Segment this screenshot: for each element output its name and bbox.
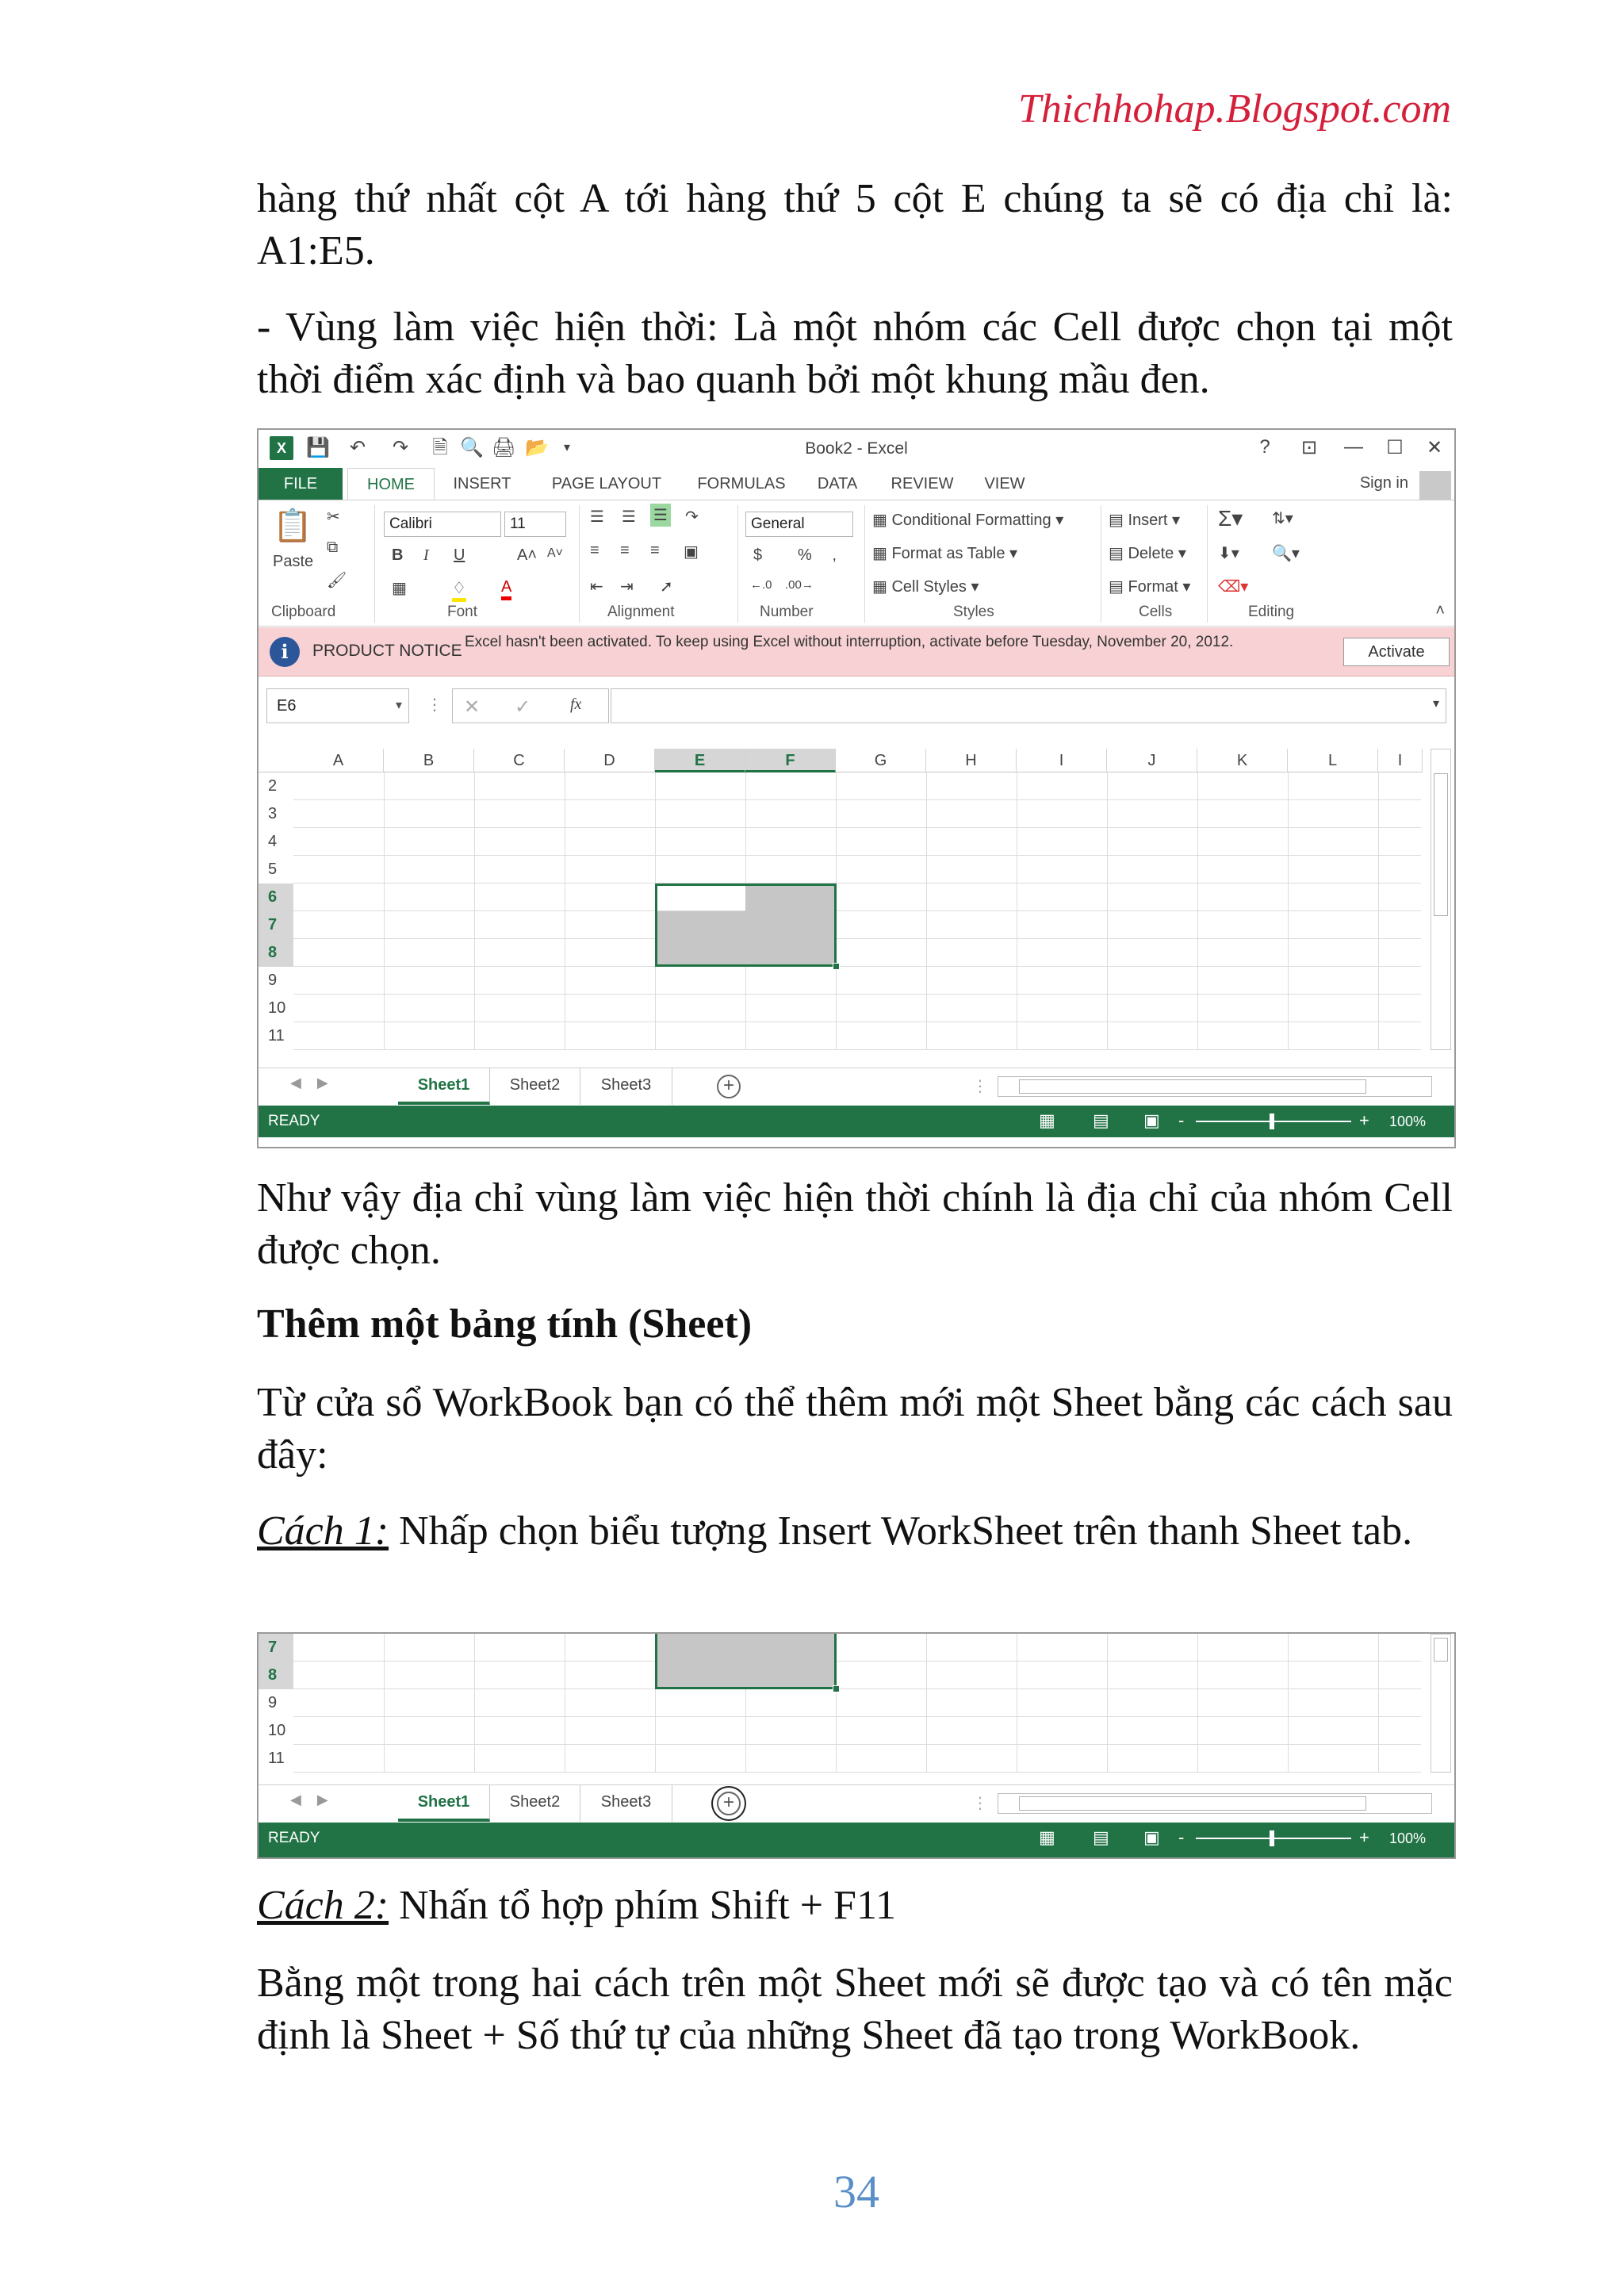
clear-icon[interactable]: ⌫▾ bbox=[1218, 578, 1249, 596]
row-header-2[interactable]: 2 bbox=[268, 777, 278, 795]
zoom-in-icon[interactable]: + bbox=[1359, 1110, 1369, 1130]
font-color-icon[interactable]: A bbox=[501, 578, 511, 600]
paragraph-2: - Vùng làm việc hiện thời: Là một nhóm các Cell được chọn tại một thời điểm xác định và bao quanh bởi một khung mầu đen. bbox=[257, 305, 1453, 402]
column-header-j[interactable]: J bbox=[1107, 749, 1197, 772]
cancel-icon[interactable]: ✕ bbox=[464, 696, 481, 718]
font-name-select[interactable]: Calibri bbox=[384, 512, 501, 537]
worksheet-grid-partial[interactable] bbox=[259, 1634, 1454, 1784]
help-icon[interactable]: ? bbox=[1259, 436, 1270, 458]
window-title: Book2 - Excel bbox=[805, 439, 908, 458]
new-sheet-icon[interactable]: + bbox=[717, 1792, 741, 1815]
split-icon: ⋮ bbox=[972, 1078, 988, 1095]
increase-decimal-icon[interactable]: ←.0 bbox=[750, 578, 772, 592]
row-header-7[interactable]: 7 bbox=[259, 1634, 293, 1662]
new-sheet-icon[interactable]: + bbox=[717, 1075, 741, 1098]
title-bar bbox=[259, 430, 1454, 468]
status-bar bbox=[259, 1106, 1454, 1137]
paragraph-method-2 bbox=[257, 1880, 1453, 1932]
redo-icon[interactable]: ↷ bbox=[392, 437, 409, 458]
wrap-text-icon[interactable]: ↷ bbox=[685, 508, 699, 526]
cell-styles-button[interactable]: ▦ Cell Styles ▾ bbox=[872, 578, 979, 596]
enter-icon[interactable]: ✓ bbox=[515, 696, 531, 718]
column-header-a[interactable]: A bbox=[293, 749, 384, 772]
column-header-g[interactable]: G bbox=[836, 749, 926, 772]
page-break-view-icon[interactable]: ▣ bbox=[1143, 1110, 1160, 1130]
column-header-d[interactable]: D bbox=[565, 749, 655, 772]
align-right-icon[interactable]: ≡ bbox=[650, 542, 660, 559]
zoom-out-icon[interactable]: - bbox=[1178, 1827, 1185, 1847]
excel-sheetbar-screenshot bbox=[257, 1632, 1456, 1859]
method-1-text: Nhấp chọn biểu tượng Insert WorkSheet trên thanh Sheet tab. bbox=[389, 1508, 1413, 1554]
collapse-ribbon-icon[interactable]: ˄ bbox=[1435, 602, 1445, 619]
group-clipboard-label: Clipboard bbox=[271, 604, 336, 620]
zoom-out-icon[interactable]: - bbox=[1178, 1110, 1185, 1130]
decrease-indent-icon[interactable]: ⇤ bbox=[590, 578, 603, 596]
sheet-tab-bar bbox=[259, 1068, 1454, 1104]
column-header-f[interactable]: F bbox=[745, 749, 836, 772]
customize-toolbar-icon[interactable]: ▾ bbox=[563, 441, 571, 454]
method-2-label: Cách 2: bbox=[257, 1883, 389, 1928]
row-header-10[interactable]: 10 bbox=[268, 999, 286, 1017]
method-2-text: Nhấn tổ hợp phím Shift + F11 bbox=[389, 1883, 897, 1928]
paste-icon[interactable]: 📋 bbox=[273, 508, 312, 543]
row-header-6[interactable]: 6 bbox=[259, 884, 293, 911]
selection-border bbox=[655, 1632, 837, 1689]
page-break-view-icon[interactable]: ▣ bbox=[1143, 1827, 1160, 1847]
column-header-b[interactable]: B bbox=[384, 749, 474, 772]
row-header-11[interactable]: 11 bbox=[268, 1027, 285, 1045]
format-as-table-button[interactable]: ▦ Format as Table ▾ bbox=[872, 545, 1018, 562]
conditional-formatting-button[interactable]: ▦ Conditional Formatting ▾ bbox=[872, 512, 1064, 529]
notice-title: PRODUCT NOTICE bbox=[312, 642, 462, 660]
tab-formulas[interactable]: FORMULAS bbox=[697, 475, 786, 493]
underline-icon[interactable]: U bbox=[454, 546, 465, 564]
zoom-level[interactable]: 100% bbox=[1388, 1830, 1426, 1846]
save-icon[interactable]: 💾 bbox=[306, 437, 330, 458]
font-size-select[interactable]: 11 bbox=[504, 512, 566, 537]
sheet-nav-arrows[interactable]: ◀ ▶ bbox=[290, 1075, 328, 1091]
excel-window-screenshot bbox=[257, 428, 1456, 1148]
print-preview-icon[interactable]: 🔍 bbox=[460, 437, 484, 458]
page-layout-view-icon[interactable]: ▤ bbox=[1093, 1827, 1109, 1847]
sheet-nav-arrows[interactable]: ◀ ▶ bbox=[290, 1792, 328, 1807]
merge-center-icon[interactable]: ▣ bbox=[684, 543, 699, 561]
new-file-icon[interactable]: 🗎 bbox=[432, 437, 448, 458]
sign-in-link[interactable]: Sign in bbox=[1359, 474, 1408, 492]
borders-icon[interactable]: ▦ bbox=[392, 580, 407, 597]
row-header-3[interactable]: 3 bbox=[268, 805, 278, 822]
notice-message: Excel hasn't been activated. To keep using Excel without interruption, activate before Tuesday, November 20, 2012. bbox=[465, 634, 1234, 650]
group-styles-label: Styles bbox=[953, 604, 994, 620]
number-format-select[interactable]: General bbox=[745, 512, 853, 537]
undo-icon[interactable]: ↶ bbox=[349, 437, 366, 458]
split-icon: ⋮ bbox=[972, 1795, 988, 1812]
align-center-icon[interactable]: ≡ bbox=[620, 542, 630, 559]
vertical-scrollbar[interactable] bbox=[1431, 1634, 1451, 1773]
increase-indent-icon[interactable]: ⇥ bbox=[620, 578, 634, 596]
percent-icon[interactable]: % bbox=[798, 546, 812, 564]
align-middle-icon[interactable]: ☰ bbox=[622, 508, 636, 526]
group-alignment-label: Alignment bbox=[607, 604, 675, 620]
row-header-5[interactable]: 5 bbox=[268, 861, 278, 878]
status-bar bbox=[259, 1823, 1454, 1857]
zoom-level[interactable]: 100% bbox=[1388, 1114, 1426, 1129]
paragraph-3: Như vậy địa chỉ vùng làm việc hiện thời chính là địa chỉ của nhóm Cell được chọn. bbox=[257, 1175, 1453, 1273]
formula-input[interactable] bbox=[611, 688, 1446, 723]
orientation-icon[interactable]: ➚ bbox=[660, 578, 673, 596]
selection-border bbox=[655, 884, 837, 967]
tab-insert[interactable]: INSERT bbox=[453, 475, 511, 493]
row-header-9[interactable]: 9 bbox=[268, 972, 278, 989]
row-header-9[interactable]: 9 bbox=[268, 1694, 278, 1711]
row-header-4[interactable]: 4 bbox=[268, 833, 278, 850]
insert-cells-button[interactable]: ▤ Insert ▾ bbox=[1109, 512, 1181, 529]
format-painter-icon[interactable]: 🖌 bbox=[327, 572, 347, 589]
paste-button[interactable]: Paste bbox=[273, 553, 314, 570]
fill-handle[interactable] bbox=[833, 963, 840, 970]
name-box-dropdown-icon[interactable]: ▾ bbox=[395, 699, 402, 712]
column-header-c[interactable]: C bbox=[474, 749, 565, 772]
column-header-h[interactable]: H bbox=[926, 749, 1017, 772]
bold-icon[interactable]: B bbox=[392, 546, 404, 564]
expand-formula-icon[interactable]: ▾ bbox=[1432, 697, 1439, 711]
quick-print-icon[interactable]: 🖨 bbox=[492, 437, 516, 458]
info-icon: i bbox=[270, 637, 300, 667]
product-notice-bar bbox=[259, 627, 1454, 677]
ribbon-tabs bbox=[259, 468, 1454, 500]
paragraph-1: hàng thứ nhất cột A tới hàng thứ 5 cột E chúng ta sẽ có địa chỉ là: A1:E5. bbox=[257, 176, 1453, 274]
activate-button[interactable]: Activate bbox=[1343, 638, 1450, 666]
sheet-tab-3[interactable]: Sheet3 bbox=[580, 1785, 672, 1822]
paragraph-4: Từ cửa sổ WorkBook bạn có thể thêm mới một Sheet bằng các cách sau đây: bbox=[257, 1380, 1453, 1478]
decrease-decimal-icon[interactable]: .00→ bbox=[785, 578, 814, 592]
horizontal-scrollbar[interactable] bbox=[998, 1076, 1432, 1097]
ribbon-display-icon[interactable]: ⊡ bbox=[1300, 437, 1318, 458]
more-options-icon: ⋮ bbox=[427, 696, 442, 714]
row-header-11[interactable]: 11 bbox=[268, 1750, 285, 1767]
sort-filter-icon[interactable]: ⇅▾ bbox=[1272, 510, 1293, 527]
insert-function-icon[interactable]: fx bbox=[570, 696, 582, 713]
fill-color-icon[interactable]: ♢ bbox=[452, 578, 466, 602]
column-header-i[interactable]: I bbox=[1017, 749, 1107, 772]
excel-logo-icon: X bbox=[270, 436, 293, 460]
sheet-tab-bar bbox=[259, 1784, 1454, 1821]
paragraph-method-1 bbox=[257, 1505, 1453, 1558]
align-top-icon[interactable]: ☰ bbox=[590, 508, 604, 526]
accounting-format-icon[interactable]: $ bbox=[753, 546, 763, 564]
method-1-label: Cách 1: bbox=[257, 1508, 389, 1554]
tab-data[interactable]: DATA bbox=[817, 475, 858, 493]
shrink-font-icon[interactable]: A˅ bbox=[547, 546, 564, 560]
column-header-l[interactable]: L bbox=[1288, 749, 1378, 772]
sheet-tab-1[interactable]: Sheet1 bbox=[398, 1785, 490, 1822]
close-icon[interactable]: ✕ bbox=[1426, 437, 1443, 458]
page-number: 34 bbox=[833, 2166, 879, 2217]
tab-home[interactable]: HOME bbox=[347, 468, 435, 500]
group-number-label: Number bbox=[760, 604, 814, 620]
name-box[interactable]: E6 ▾ bbox=[266, 688, 409, 723]
status-text: READY bbox=[268, 1113, 320, 1129]
sheet-tab-2[interactable]: Sheet2 bbox=[490, 1068, 580, 1105]
row-header-8[interactable]: 8 bbox=[259, 939, 293, 967]
sheet-tab-3[interactable]: Sheet3 bbox=[580, 1068, 672, 1105]
row-header-8[interactable]: 8 bbox=[259, 1662, 293, 1689]
select-all-corner[interactable] bbox=[259, 749, 293, 772]
italic-icon[interactable]: I bbox=[423, 546, 429, 564]
avatar[interactable] bbox=[1419, 471, 1451, 503]
align-bottom-icon[interactable]: ☰ bbox=[650, 504, 671, 527]
group-editing-label: Editing bbox=[1248, 604, 1295, 620]
column-header-k[interactable]: K bbox=[1197, 749, 1288, 772]
blog-url[interactable]: Thichhohap.Blogspot.com bbox=[1018, 86, 1451, 132]
comma-style-icon[interactable]: ‚ bbox=[833, 546, 837, 564]
find-select-icon[interactable]: 🔍▾ bbox=[1272, 545, 1300, 562]
formula-buttons bbox=[452, 688, 609, 723]
status-text: READY bbox=[268, 1830, 320, 1846]
fill-icon[interactable]: ⬇▾ bbox=[1218, 545, 1239, 562]
group-font-label: Font bbox=[447, 604, 478, 620]
grow-font-icon[interactable]: A˄ bbox=[517, 546, 538, 564]
delete-cells-button[interactable]: ▤ Delete ▾ bbox=[1109, 545, 1186, 562]
zoom-in-icon[interactable]: + bbox=[1359, 1827, 1369, 1847]
paragraph-5: Bằng một trong hai cách trên một Sheet mới sẽ được tạo và có tên mặc định là Sheet + Số thứ tự của những Sheet đã tạo trong WorkBook. bbox=[257, 1961, 1453, 2058]
open-folder-icon[interactable]: 📂 bbox=[525, 437, 549, 458]
tab-view[interactable]: VIEW bbox=[984, 475, 1025, 493]
cut-icon[interactable]: ✂ bbox=[327, 508, 340, 526]
tab-file[interactable]: FILE bbox=[259, 468, 343, 500]
autosum-icon[interactable]: Σ▾ bbox=[1218, 506, 1243, 531]
tab-review[interactable]: REVIEW bbox=[891, 475, 954, 493]
copy-icon[interactable]: ⧉ bbox=[327, 539, 339, 556]
normal-view-icon[interactable]: ▦ bbox=[1039, 1110, 1055, 1130]
normal-view-icon[interactable]: ▦ bbox=[1039, 1827, 1055, 1847]
vertical-scrollbar[interactable] bbox=[1431, 749, 1451, 1050]
fill-handle[interactable] bbox=[833, 1685, 840, 1692]
page-layout-view-icon[interactable]: ▤ bbox=[1093, 1110, 1109, 1130]
group-cells-label: Cells bbox=[1139, 604, 1173, 620]
formula-bar bbox=[259, 677, 1454, 741]
horizontal-scrollbar[interactable] bbox=[998, 1793, 1432, 1814]
section-heading: Thêm một bảng tính (Sheet) bbox=[257, 1301, 753, 1347]
tab-page-layout[interactable]: PAGE LAYOUT bbox=[551, 475, 662, 493]
format-cells-button[interactable]: ▤ Format ▾ bbox=[1109, 578, 1191, 596]
ribbon bbox=[259, 500, 1454, 627]
minimize-icon[interactable]: — bbox=[1344, 436, 1363, 458]
column-header-e[interactable]: E bbox=[655, 749, 745, 772]
maximize-icon[interactable]: ☐ bbox=[1386, 437, 1404, 458]
sheet-tab-2[interactable]: Sheet2 bbox=[490, 1785, 580, 1822]
worksheet-grid[interactable] bbox=[259, 749, 1454, 1068]
row-header-7[interactable]: 7 bbox=[259, 911, 293, 939]
sheet-tab-1[interactable]: Sheet1 bbox=[398, 1068, 490, 1105]
align-left-icon[interactable]: ≡ bbox=[590, 542, 599, 559]
column-header-i[interactable]: I bbox=[1378, 749, 1423, 772]
row-header-10[interactable]: 10 bbox=[268, 1722, 286, 1739]
